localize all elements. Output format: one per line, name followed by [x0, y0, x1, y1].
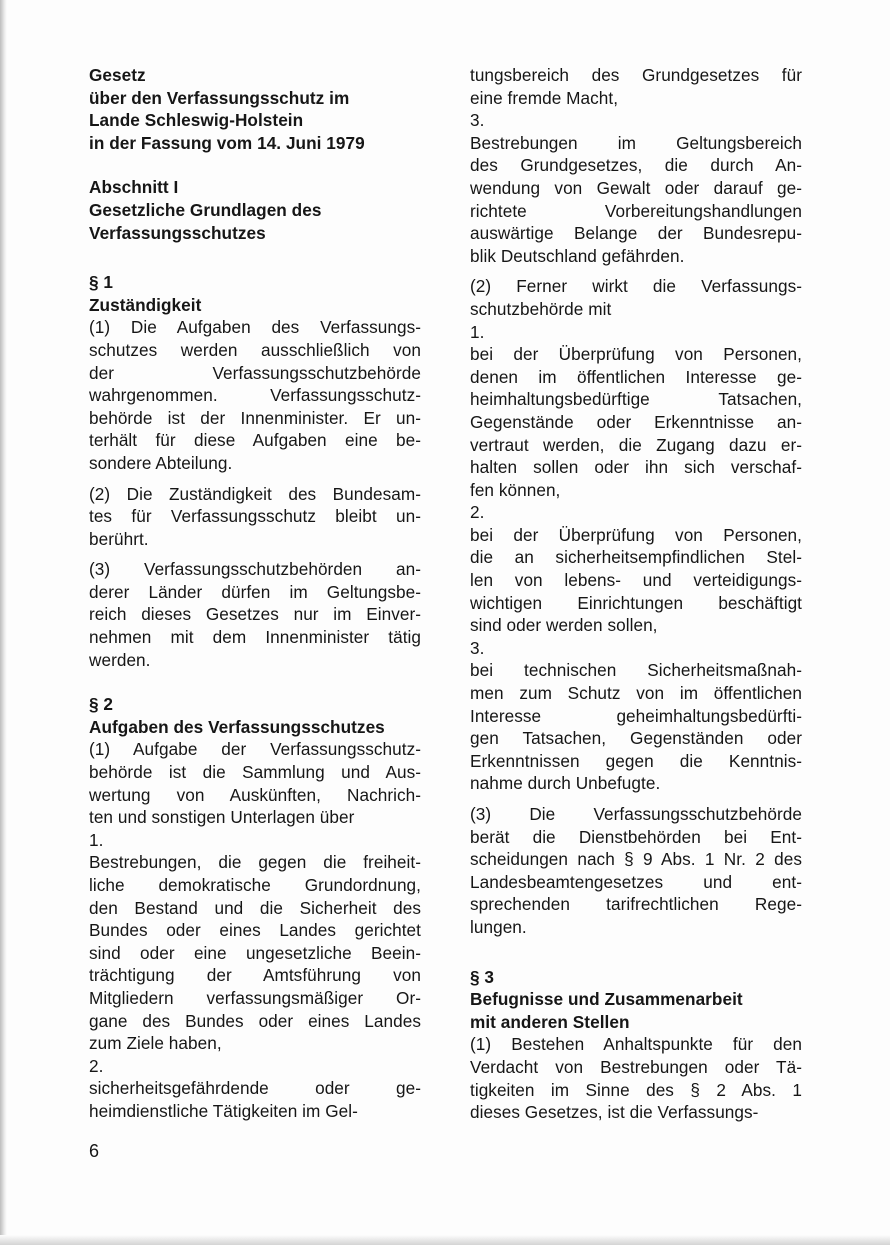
text-line: Befugnisse und Zusammenarbeit [470, 989, 743, 1010]
text-line: terhält für diese Aufgaben eine be- [89, 430, 421, 451]
text-line: der Verfassungsschutzbehörde [89, 362, 421, 383]
text-line: Verfassungsschutzes [89, 222, 266, 243]
text-line: sondere Abteilung. [89, 452, 233, 473]
text-line: blik Deutschland gefährden. [470, 245, 685, 266]
text-line: scheidungen nach § 9 Abs. 1 Nr. 2 des [470, 849, 802, 870]
text-line: Mitgliedern verfassungsmäßiger Or- [89, 987, 421, 1008]
law-title [89, 64, 421, 154]
scan-edge-left [0, 0, 7, 1245]
text-line: 2. [89, 1055, 104, 1076]
page-number: 6 [89, 1141, 100, 1161]
paragraph-3-number: § 3 [470, 966, 495, 987]
text-line: Gesetzliche Grundlagen des [89, 199, 322, 220]
text-line: len von lebens- und verteidigungs- [470, 570, 802, 591]
text-line: gen Tatsachen, Gegenständen oder [470, 728, 802, 749]
left-column [89, 64, 421, 1123]
text-line: (3) Verfassungsschutzbehörden an- [89, 559, 421, 580]
paragraph-3-title [470, 988, 802, 1033]
text-line: halten sollen oder ihn sich verschaf- [470, 457, 802, 478]
text-line: 3. [470, 110, 485, 131]
text-line: des Grundgesetzes, die durch An- [470, 155, 802, 176]
text-line: sind oder eine ungesetzliche Beein- [89, 942, 421, 963]
text-line: Lande Schleswig-Holstein [89, 110, 304, 131]
text-line: sprechenden tarifrechtlichen Rege- [470, 894, 802, 915]
text-line: 1. [470, 321, 485, 342]
text-line: (1) Die Aufgaben des Verfassungs- [89, 317, 421, 338]
paragraph-2-continuation [470, 64, 802, 267]
text-line: tungsbereich des Grundgesetzes für [470, 65, 802, 85]
text-line: fen können, [470, 479, 561, 500]
text-line: berührt. [89, 528, 149, 549]
text-line: reich dieses Gesetzes nur im Einver- [89, 604, 421, 625]
text-line: sind oder werden sollen, [470, 615, 658, 636]
text-line: (2) Die Zuständigkeit des Bundesam- [89, 483, 421, 504]
section-heading [89, 176, 421, 244]
text-line: Interesse geheimhaltungsbedürfti- [470, 705, 802, 726]
text-line: in der Fassung vom 14. Juni 1979 [89, 132, 365, 153]
text-line: berät die Dienstbehörden bei Ent- [470, 826, 802, 847]
paragraph-1-absatz-3 [89, 558, 421, 671]
text-line: men zum Schutz von im öffentlichen [470, 683, 802, 704]
text-line: (2) Ferner wirkt die Verfassungs- [470, 276, 802, 297]
text-line: den Bestand und die Sicherheit des [89, 897, 421, 918]
text-line: tes für Verfassungsschutz bleibt un- [89, 506, 421, 527]
text-line: werden. [89, 649, 151, 670]
text-line: schutzbehörde mit [470, 298, 612, 319]
text-line: wertung von Auskünften, Nachrich- [89, 784, 421, 805]
text-line: bei technischen Sicherheitsmaßnah- [470, 660, 802, 681]
text-line: auswärtige Belange der Bundesrepu- [470, 223, 802, 244]
text-line: 1. [89, 829, 104, 850]
text-line: 3. [470, 637, 485, 658]
text-line: richtete Vorbereitungshandlungen [470, 200, 802, 221]
text-line: Verdacht von Bestrebungen oder Tä- [470, 1056, 802, 1077]
text-line: Gesetz [89, 65, 146, 85]
text-line: Abschnitt I [89, 177, 179, 198]
paragraph-1-title: Zuständigkeit [89, 294, 202, 315]
paragraph-2-absatz-1 [89, 738, 421, 1122]
text-line: heimdienstliche Tätigkeiten im Gel- [89, 1100, 358, 1121]
text-line: behörde ist der Innenminister. Er un- [89, 407, 421, 428]
text-line: mit anderen Stellen [470, 1011, 630, 1032]
text-line: bei der Überprüfung von Personen, [470, 524, 802, 545]
text-line: denen im öffentlichen Interesse ge- [470, 366, 802, 387]
text-line: sicherheitsgefährdende oder ge- [89, 1078, 421, 1099]
text-line: die an sicherheitsempfindlichen Stel- [470, 547, 802, 568]
text-line: nahme durch Unbefugte. [470, 773, 661, 794]
text-line: 2. [470, 502, 485, 523]
scan-edge-bottom [0, 1235, 890, 1245]
text-line: eine fremde Macht, [470, 87, 619, 108]
paragraph-2-number: § 2 [89, 694, 114, 715]
text-line: (1) Aufgabe der Verfassungsschutz- [89, 739, 421, 760]
paragraph-3-absatz-1 [470, 1033, 802, 1123]
text-line: gane des Bundes oder eines Landes [89, 1010, 421, 1031]
text-line: dieses Gesetzes, ist die Verfassungs- [470, 1102, 759, 1123]
text-line: tigkeiten im Sinne des § 2 Abs. 1 [470, 1079, 802, 1100]
paragraph-2-absatz-3 [470, 803, 802, 939]
text-line: Bestrebungen, die gegen die freiheit- [89, 852, 421, 873]
text-line: behörde ist die Sammlung und Aus- [89, 762, 421, 783]
right-column [470, 64, 802, 1124]
text-line: lungen. [470, 916, 527, 937]
text-line: liche demokratische Grundordnung, [89, 875, 421, 895]
text-line: zum Ziele haben, [89, 1033, 222, 1054]
paragraph-2-absatz-2 [470, 275, 802, 795]
text-line: Gegenstände oder Erkenntnisse an- [470, 411, 802, 432]
text-line: nehmen mit dem Innenminister tätig [89, 627, 421, 648]
paragraph-1-absatz-1 [89, 316, 421, 474]
paragraph-1-absatz-2 [89, 483, 421, 551]
text-line: Landesbeamtengesetzes und ent- [470, 871, 802, 892]
text-line: Erkenntnissen gegen die Kenntnis- [470, 750, 802, 771]
text-line: derer Länder dürfen im Geltungsbe- [89, 581, 421, 602]
text-line: schutzes werden ausschließlich von [89, 339, 421, 360]
text-line: Bestrebungen im Geltungsbereich [470, 132, 802, 153]
paragraph-2-title: Aufgaben des Verfassungsschutzes [89, 716, 385, 737]
text-line: (1) Bestehen Anhaltspunkte für den [470, 1034, 802, 1055]
text-line: ten und sonstigen Unterlagen über [89, 807, 355, 828]
text-line: heimhaltungsbedürftige Tatsachen, [470, 389, 802, 410]
text-line: Bundes oder eines Landes gerichtet [89, 920, 421, 941]
text-line: trächtigung der Amtsführung von [89, 965, 421, 986]
paragraph-1-number: § 1 [89, 272, 114, 293]
text-line: wichtigen Einrichtungen beschäftigt [470, 592, 802, 613]
text-line: vertraut werden, die Zugang dazu er- [470, 434, 802, 455]
text-line: bei der Überprüfung von Personen, [470, 344, 802, 365]
text-line: über den Verfassungsschutz im [89, 87, 350, 108]
text-line: (3) Die Verfassungsschutzbehörde [470, 804, 802, 824]
text-line: wahrgenommen. Verfassungsschutz- [89, 385, 421, 406]
text-line: wendung von Gewalt oder darauf ge- [470, 177, 802, 198]
